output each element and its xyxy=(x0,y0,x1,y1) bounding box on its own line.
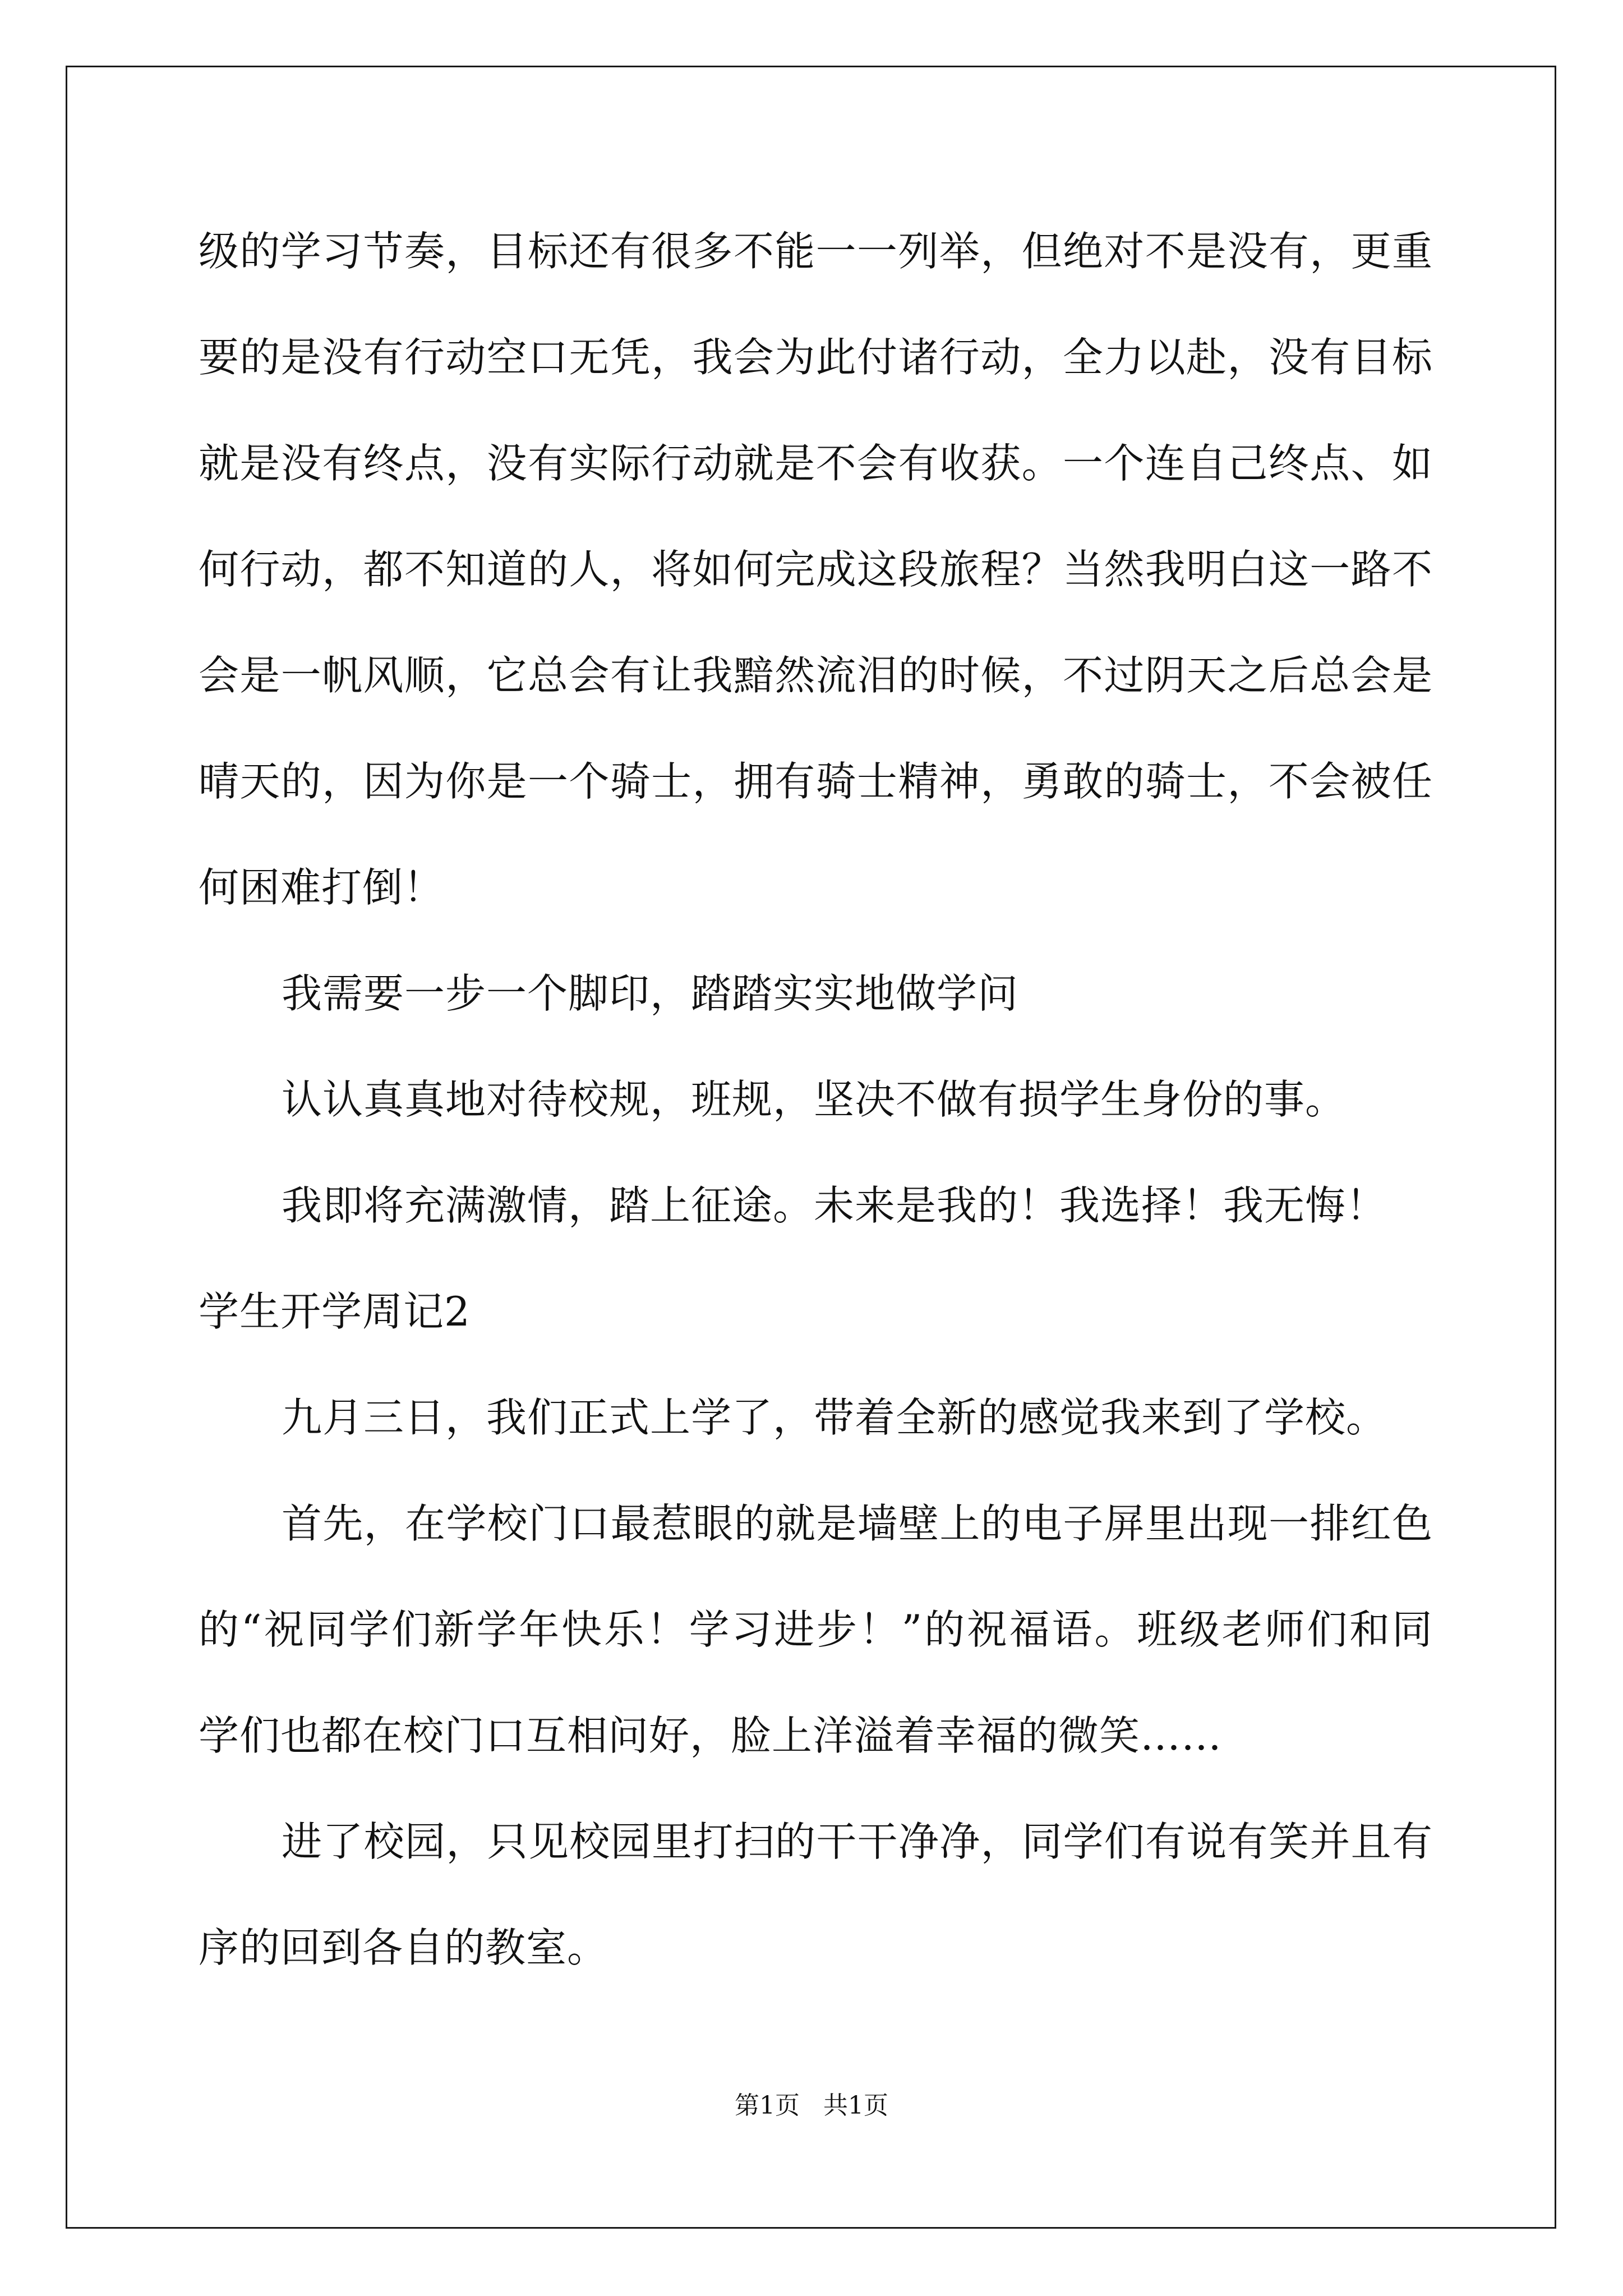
paragraph-line: 认认真真地对待校规，班规，坚决不做有损学生身份的事。 xyxy=(282,1076,1347,1123)
paragraph-line: 九月三日，我们正式上学了，带着全新的感觉我来到了学校。 xyxy=(282,1394,1387,1441)
text-line: 就是没有终点，没有实际行动就是不会有收获。一个连自己终点、如 xyxy=(199,440,1432,487)
total-pages: 共1页 xyxy=(823,2091,888,2120)
text-line: 学们也都在校门口互相问好，脸上洋溢着幸福的微笑…… xyxy=(199,1712,1223,1759)
paragraph-line: 我需要一步一个脚印，踏踏实实地做学问 xyxy=(282,970,1019,1017)
text-line: 何行动，都不知道的人，将如何完成这段旅程？当然我明白这一路不 xyxy=(199,546,1432,593)
document-body xyxy=(199,218,1432,2020)
text-line: 要的是没有行动空口无凭，我会为此付诸行动，全力以赴，没有目标 xyxy=(199,334,1432,381)
page-footer xyxy=(0,2089,1623,2123)
text-line: 的“祝同学们新学年快乐！学习进步！”的祝福语。班级老师们和同 xyxy=(199,1606,1432,1653)
paragraph-line: 进了校园，只见校园里打扫的干干净净，同学们有说有笑并且有 xyxy=(282,1818,1432,1865)
paragraph-line: 我即将充满激情，踏上征途。未来是我的！我选择！我无悔！ xyxy=(282,1182,1387,1229)
section-heading: 学生开学周记2 xyxy=(199,1288,471,1335)
page-number: 第1页 xyxy=(735,2091,800,2120)
paragraph-line: 首先，在学校门口最惹眼的就是墙壁上的电子屏里出现一排红色 xyxy=(282,1500,1432,1547)
text-line: 序的回到各自的教室。 xyxy=(199,1924,608,1971)
text-line: 会是一帆风顺，它总会有让我黯然流泪的时候，不过阴天之后总会是 xyxy=(199,652,1432,699)
text-line: 晴天的，因为你是一个骑士，拥有骑士精神，勇敢的骑士，不会被任 xyxy=(199,758,1432,805)
text-line: 何困难打倒！ xyxy=(199,864,445,911)
text-line: 级的学习节奏，目标还有很多不能一一列举，但绝对不是没有，更重 xyxy=(199,228,1432,275)
